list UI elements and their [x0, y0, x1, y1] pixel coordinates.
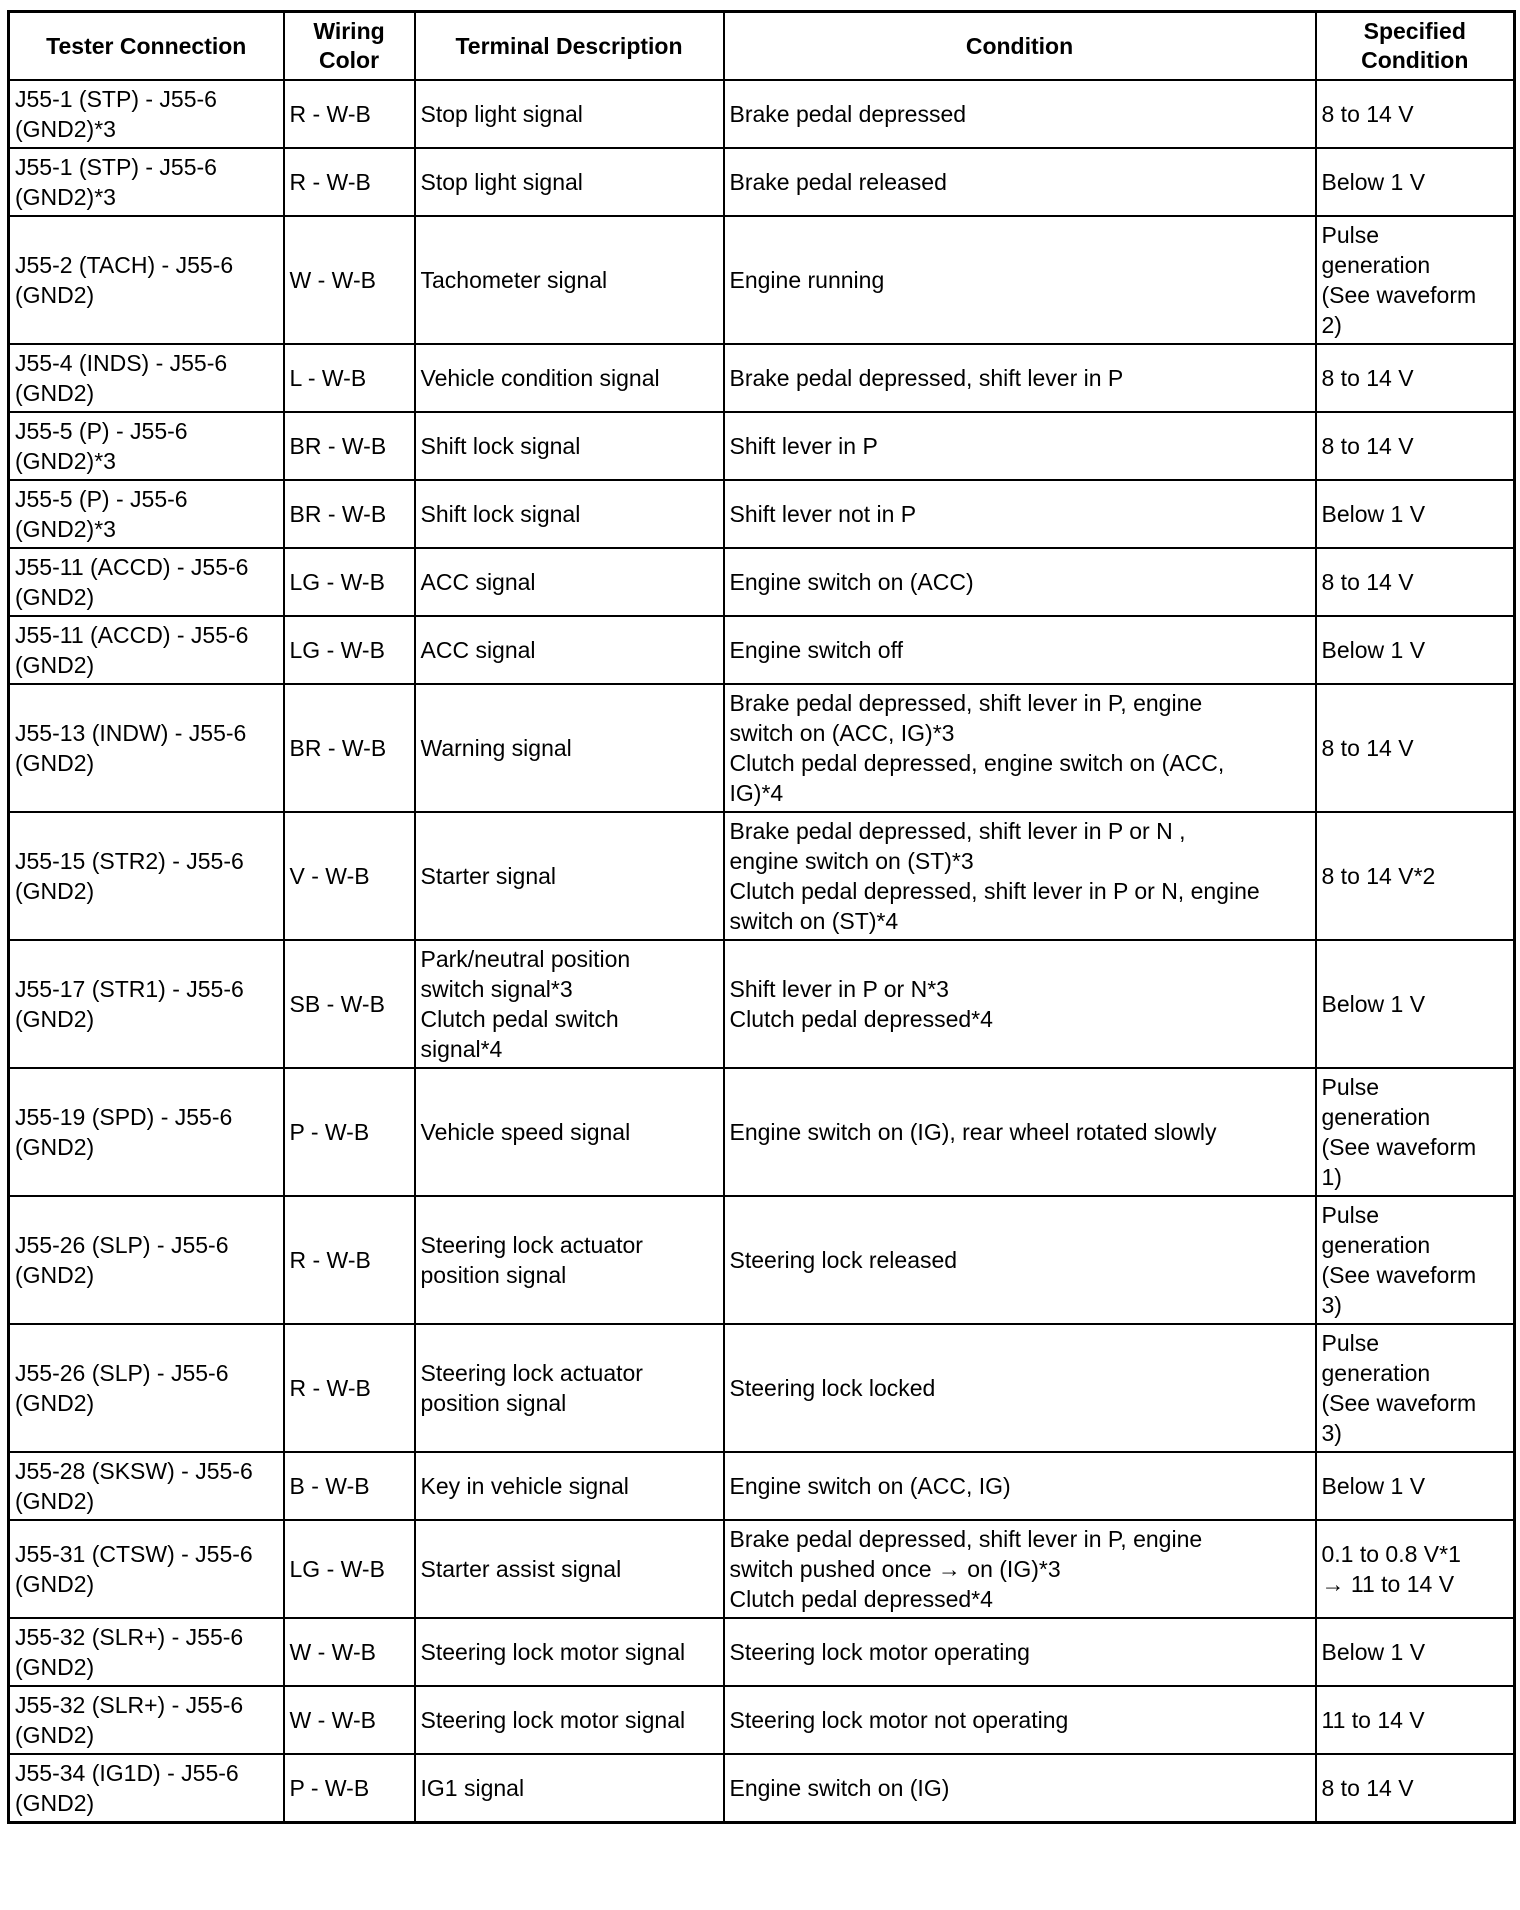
cell-text: 8 to 14 V [1321, 433, 1414, 459]
cell-text: Steering lock motor signal [420, 1707, 686, 1733]
cell-text: SB - W-B [289, 991, 385, 1017]
cell-wiring-color [284, 1068, 415, 1196]
cell-text: 8 to 14 V [1321, 101, 1414, 127]
cell-text: IG1 signal [420, 1774, 525, 1801]
cell-text: Starter assist signal [420, 1556, 622, 1582]
cell-text: 2) [1321, 312, 1342, 338]
cell-text: Stop light signal [420, 169, 583, 195]
cell-tester-connection [9, 1618, 284, 1686]
cell-text: 0.1 to 0.8 V*1 [1321, 1541, 1461, 1567]
cell-text: (See waveform [1321, 1262, 1477, 1288]
cell-text: position signal [420, 1390, 567, 1416]
cell-text: 8 to 14 V [1321, 1774, 1414, 1801]
cell-text: Shift lever in P or N*3 [729, 976, 949, 1002]
cell-text: J55-15 (STR2) - J55-6 [15, 848, 244, 874]
cell-tester-connection [9, 480, 284, 548]
cell-text: Below 1 V [1321, 1473, 1426, 1499]
cell-text: Below 1 V [1321, 1639, 1426, 1665]
cell-wiring-color [284, 1754, 415, 1822]
header-text: Color [318, 47, 380, 73]
cell-text: P - W-B [289, 1119, 370, 1145]
cell-condition [724, 1686, 1316, 1754]
cell-text: 8 to 14 V [1321, 569, 1414, 595]
cell-text: Pulse [1321, 222, 1380, 248]
cell-condition [724, 1520, 1316, 1618]
cell-text: (GND2) [15, 282, 95, 308]
cell-text: J55-1 (STP) - J55-6 [15, 154, 217, 180]
cell-wiring-color [284, 80, 415, 148]
cell-text: BR - W-B [289, 501, 387, 527]
cell-text: Below 1 V [1321, 169, 1426, 195]
cell-terminal-description [415, 216, 724, 344]
terminal-spec-table [7, 10, 1516, 1824]
cell-text: (GND2)*3 [15, 516, 116, 542]
cell-text: LG - W-B [289, 637, 385, 663]
cell-condition [724, 812, 1316, 940]
cell-text: (GND2)*3 [15, 116, 116, 142]
cell-text: signal*4 [420, 1036, 503, 1062]
cell-text: Clutch pedal depressed*4 [729, 1586, 993, 1612]
cell-text: R - W-B [289, 1247, 371, 1273]
cell-text: (See waveform [1321, 282, 1477, 308]
cell-text: Tachometer signal [420, 267, 608, 293]
cell-text: position signal [420, 1262, 567, 1288]
cell-specified-condition [1316, 1520, 1515, 1618]
cell-text: V - W-B [289, 863, 370, 889]
cell-text: Engine running [729, 267, 885, 293]
cell-tester-connection [9, 412, 284, 480]
cell-text: J55-1 (STP) - J55-6 [15, 86, 217, 112]
cell-text: LG - W-B [289, 569, 385, 595]
cell-condition [724, 80, 1316, 148]
cell-tester-connection [9, 1196, 284, 1324]
cell-text: J55-11 (ACCD) - J55-6 [15, 622, 249, 648]
table-row [9, 1324, 1515, 1452]
cell-text: R - W-B [289, 1375, 371, 1401]
cell-wiring-color [284, 480, 415, 548]
cell-text: ACC signal [420, 637, 536, 663]
cell-text: W - W-B [289, 267, 376, 293]
cell-text: Engine switch off [729, 637, 903, 663]
cell-wiring-color [284, 548, 415, 616]
cell-terminal-description [415, 616, 724, 684]
cell-tester-connection [9, 616, 284, 684]
cell-text: switch on (ACC, IG)*3 [729, 720, 955, 746]
header-wiring-color [284, 12, 415, 81]
cell-text: (GND2) [15, 1571, 95, 1597]
cell-text: (GND2) [15, 1134, 95, 1160]
cell-terminal-description [415, 1686, 724, 1754]
cell-text: BR - W-B [289, 433, 387, 459]
table-row [9, 1520, 1515, 1618]
table-row [9, 548, 1515, 616]
cell-specified-condition [1316, 684, 1515, 812]
cell-condition [724, 1754, 1316, 1822]
cell-text: 3) [1321, 1292, 1342, 1318]
cell-condition [724, 344, 1316, 412]
cell-text: Warning signal [420, 735, 572, 761]
cell-tester-connection [9, 812, 284, 940]
cell-text: generation [1321, 1360, 1431, 1386]
cell-tester-connection [9, 80, 284, 148]
cell-wiring-color [284, 1520, 415, 1618]
cell-specified-condition [1316, 940, 1515, 1068]
cell-specified-condition [1316, 480, 1515, 548]
cell-wiring-color [284, 812, 415, 940]
cell-text: J55-4 (INDS) - J55-6 [15, 350, 228, 376]
cell-wiring-color [284, 412, 415, 480]
cell-text: IG)*4 [729, 780, 784, 806]
cell-text: Key in vehicle signal [420, 1473, 629, 1499]
cell-condition [724, 148, 1316, 216]
cell-text: Shift lever in P [729, 433, 878, 459]
header-text: Tester Connection [46, 32, 247, 59]
cell-text: B - W-B [289, 1473, 370, 1499]
cell-wiring-color [284, 684, 415, 812]
cell-terminal-description [415, 684, 724, 812]
cell-text: J55-26 (SLP) - J55-6 [15, 1232, 229, 1258]
header-condition [724, 12, 1316, 81]
cell-text: J55-34 (IG1D) - J55-6 [15, 1759, 239, 1786]
cell-text: (GND2) [15, 1390, 95, 1416]
cell-text: switch pushed once → on (IG)*3 [729, 1556, 1061, 1582]
cell-text: J55-17 (STR1) - J55-6 [15, 976, 244, 1002]
cell-text: W - W-B [289, 1707, 376, 1733]
cell-specified-condition [1316, 412, 1515, 480]
cell-tester-connection [9, 684, 284, 812]
cell-terminal-description [415, 940, 724, 1068]
header-text: Condition [1361, 47, 1469, 73]
cell-text: Pulse [1321, 1202, 1380, 1228]
cell-text: J55-5 (P) - J55-6 [15, 418, 188, 444]
cell-specified-condition [1316, 1324, 1515, 1452]
cell-text: Pulse [1321, 1074, 1380, 1100]
cell-text: Steering lock actuator [420, 1232, 643, 1258]
cell-specified-condition [1316, 1452, 1515, 1520]
cell-text: engine switch on (ST)*3 [729, 848, 974, 874]
cell-condition [724, 684, 1316, 812]
cell-condition [724, 616, 1316, 684]
cell-text: ACC signal [420, 569, 536, 595]
cell-terminal-description [415, 1754, 724, 1822]
cell-text: Brake pedal released [729, 169, 947, 195]
cell-specified-condition [1316, 548, 1515, 616]
cell-wiring-color [284, 1324, 415, 1452]
cell-text: L - W-B [289, 365, 367, 391]
cell-text: generation [1321, 1232, 1431, 1258]
cell-text: (GND2) [15, 1006, 95, 1032]
cell-terminal-description [415, 1618, 724, 1686]
cell-text: (GND2) [15, 750, 95, 776]
cell-condition [724, 1324, 1316, 1452]
header-row [9, 12, 1515, 81]
table-row [9, 344, 1515, 412]
cell-text: switch on (ST)*4 [729, 908, 899, 934]
header-tester-connection [9, 12, 284, 81]
cell-text: J55-31 (CTSW) - J55-6 [15, 1541, 253, 1567]
cell-wiring-color [284, 344, 415, 412]
cell-text: Shift lock signal [420, 433, 581, 459]
cell-text: 8 to 14 V [1321, 735, 1414, 761]
cell-condition [724, 1452, 1316, 1520]
cell-specified-condition [1316, 80, 1515, 148]
table-row [9, 684, 1515, 812]
cell-text: Shift lever not in P [729, 501, 917, 527]
cell-text: Below 1 V [1321, 637, 1426, 663]
table-row [9, 1686, 1515, 1754]
cell-text: 1) [1321, 1164, 1342, 1190]
cell-terminal-description [415, 480, 724, 548]
cell-text: Engine switch on (IG) [729, 1774, 950, 1801]
table-row [9, 1452, 1515, 1520]
cell-text: Shift lock signal [420, 501, 581, 527]
table-row [9, 1068, 1515, 1196]
cell-condition [724, 216, 1316, 344]
cell-text: Clutch pedal switch [420, 1006, 619, 1032]
cell-text: 3) [1321, 1420, 1342, 1446]
cell-tester-connection [9, 1068, 284, 1196]
cell-text: Steering lock released [729, 1247, 958, 1273]
cell-condition [724, 1068, 1316, 1196]
cell-tester-connection [9, 940, 284, 1068]
table-row [9, 216, 1515, 344]
table-row [9, 940, 1515, 1068]
cell-text: J55-19 (SPD) - J55-6 [15, 1104, 233, 1130]
cell-text: (GND2) [15, 1722, 95, 1748]
header-specified-condition [1316, 12, 1515, 81]
cell-text: Steering lock motor not operating [729, 1707, 1069, 1733]
cell-tester-connection [9, 148, 284, 216]
cell-text: (GND2) [15, 878, 95, 904]
table-row [9, 148, 1515, 216]
table-row [9, 812, 1515, 940]
cell-terminal-description [415, 1520, 724, 1618]
cell-text: BR - W-B [289, 735, 387, 761]
cell-text: (GND2)*3 [15, 184, 116, 210]
cell-text: (See waveform [1321, 1390, 1477, 1416]
cell-tester-connection [9, 344, 284, 412]
cell-text: Stop light signal [420, 101, 583, 127]
cell-text: (GND2) [15, 1789, 95, 1816]
cell-text: J55-28 (SKSW) - J55-6 [15, 1458, 253, 1484]
cell-specified-condition [1316, 812, 1515, 940]
table-row [9, 412, 1515, 480]
cell-text: Engine switch on (IG), rear wheel rotated slowly [729, 1119, 1217, 1145]
cell-text: (GND2) [15, 1262, 95, 1288]
cell-text: Brake pedal depressed, shift lever in P or N , [729, 818, 1186, 844]
cell-text: J55-13 (INDW) - J55-6 [15, 720, 247, 746]
cell-specified-condition [1316, 1754, 1515, 1822]
cell-text: J55-32 (SLR+) - J55-6 [15, 1692, 244, 1718]
cell-specified-condition [1316, 616, 1515, 684]
table-row [9, 1754, 1515, 1822]
cell-text: Park/neutral position [420, 946, 631, 972]
cell-specified-condition [1316, 148, 1515, 216]
cell-terminal-description [415, 1324, 724, 1452]
cell-text: (See waveform [1321, 1134, 1477, 1160]
cell-condition [724, 548, 1316, 616]
cell-text: LG - W-B [289, 1556, 385, 1582]
cell-text: (GND2)*3 [15, 448, 116, 474]
cell-text: Steering lock motor operating [729, 1639, 1030, 1665]
cell-terminal-description [415, 1068, 724, 1196]
cell-text: 11 to 14 V [1321, 1707, 1425, 1733]
cell-specified-condition [1316, 216, 1515, 344]
cell-text: generation [1321, 252, 1431, 278]
cell-specified-condition [1316, 1618, 1515, 1686]
cell-terminal-description [415, 148, 724, 216]
cell-condition [724, 412, 1316, 480]
cell-text: Steering lock actuator [420, 1360, 643, 1386]
cell-tester-connection [9, 1754, 284, 1822]
cell-text: Pulse [1321, 1330, 1380, 1356]
cell-text: (GND2) [15, 1488, 95, 1514]
cell-text: Brake pedal depressed [729, 101, 967, 127]
cell-text: 8 to 14 V [1321, 365, 1414, 391]
cell-wiring-color [284, 1686, 415, 1754]
cell-text: Brake pedal depressed, shift lever in P, engine [729, 1526, 1203, 1552]
cell-specified-condition [1316, 344, 1515, 412]
cell-terminal-description [415, 1452, 724, 1520]
cell-text: generation [1321, 1104, 1431, 1130]
cell-text: → 11 to 14 V [1321, 1571, 1455, 1597]
cell-text: Engine switch on (ACC, IG) [729, 1473, 1011, 1499]
cell-text: J55-26 (SLP) - J55-6 [15, 1360, 229, 1386]
cell-tester-connection [9, 548, 284, 616]
cell-text: Clutch pedal depressed, shift lever in P or N, engine [729, 878, 1260, 904]
cell-terminal-description [415, 1196, 724, 1324]
cell-text: switch signal*3 [420, 976, 573, 1002]
table-row [9, 1196, 1515, 1324]
cell-text: Below 1 V [1321, 991, 1426, 1017]
table-row [9, 480, 1515, 548]
cell-tester-connection [9, 1452, 284, 1520]
cell-text: (GND2) [15, 584, 95, 610]
cell-text: (GND2) [15, 380, 95, 406]
cell-text: (GND2) [15, 1654, 95, 1680]
cell-condition [724, 1618, 1316, 1686]
header-text: Terminal Description [455, 32, 683, 59]
cell-text: 8 to 14 V*2 [1321, 863, 1436, 889]
cell-specified-condition [1316, 1686, 1515, 1754]
cell-text: (GND2) [15, 652, 95, 678]
cell-terminal-description [415, 80, 724, 148]
cell-specified-condition [1316, 1196, 1515, 1324]
cell-wiring-color [284, 1452, 415, 1520]
header-terminal-description [415, 12, 724, 81]
cell-text: Vehicle speed signal [420, 1119, 631, 1145]
cell-tester-connection [9, 1324, 284, 1452]
cell-text: R - W-B [289, 101, 371, 127]
cell-text: Brake pedal depressed, shift lever in P [729, 365, 1124, 391]
cell-terminal-description [415, 548, 724, 616]
cell-text: Brake pedal depressed, shift lever in P, engine [729, 690, 1203, 716]
cell-text: Clutch pedal depressed*4 [729, 1006, 993, 1032]
table-row [9, 616, 1515, 684]
cell-text: J55-5 (P) - J55-6 [15, 486, 188, 512]
cell-terminal-description [415, 412, 724, 480]
cell-text: Vehicle condition signal [420, 365, 660, 391]
header-text: Wiring [313, 18, 385, 44]
cell-text: J55-2 (TACH) - J55-6 [15, 252, 234, 278]
cell-tester-connection [9, 216, 284, 344]
cell-wiring-color [284, 216, 415, 344]
cell-tester-connection [9, 1686, 284, 1754]
cell-wiring-color [284, 148, 415, 216]
cell-wiring-color [284, 1618, 415, 1686]
table-header [9, 12, 1515, 81]
cell-terminal-description [415, 344, 724, 412]
table-row [9, 80, 1515, 148]
cell-wiring-color [284, 616, 415, 684]
cell-text: Starter signal [420, 863, 557, 889]
table-body [9, 80, 1515, 1822]
cell-tester-connection [9, 1520, 284, 1618]
cell-condition [724, 1196, 1316, 1324]
cell-text: Engine switch on (ACC) [729, 569, 974, 595]
cell-text: Steering lock motor signal [420, 1639, 686, 1665]
header-text: Specified [1363, 18, 1466, 44]
cell-text: J55-11 (ACCD) - J55-6 [15, 554, 249, 580]
table-row [9, 1618, 1515, 1686]
cell-text: J55-32 (SLR+) - J55-6 [15, 1624, 244, 1650]
cell-wiring-color [284, 1196, 415, 1324]
cell-terminal-description [415, 812, 724, 940]
cell-text: W - W-B [289, 1639, 376, 1665]
cell-wiring-color [284, 940, 415, 1068]
cell-condition [724, 940, 1316, 1068]
cell-text: Below 1 V [1321, 501, 1426, 527]
cell-text: P - W-B [289, 1774, 370, 1801]
cell-text: Clutch pedal depressed, engine switch on (ACC, [729, 750, 1225, 776]
cell-text: R - W-B [289, 169, 371, 195]
cell-text: Steering lock locked [729, 1375, 936, 1401]
cell-specified-condition [1316, 1068, 1515, 1196]
cell-condition [724, 480, 1316, 548]
header-text: Condition [965, 32, 1074, 59]
